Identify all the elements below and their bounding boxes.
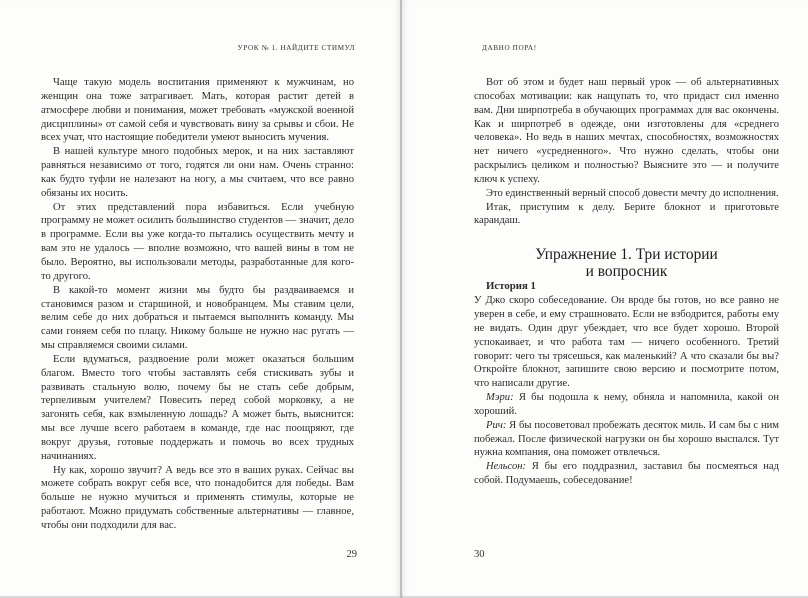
paragraph: Это единственный верный способ довести мечту до исполнения. [486,187,779,199]
reply-paragraph [474,460,779,488]
reply-paragraph [474,391,779,419]
running-head: ДАВНО ПОРА! [482,44,537,52]
story-heading: История 1 [486,280,536,293]
exercise-title-line: и вопросник [585,263,668,281]
right-page [402,0,808,596]
paragraph: В нашей культуре много подобных мерок, и на них заставляют равняться независимо от того, годятся ли они нам. Очень странно: как будто туфли не налезают на ногу, а мы считаем, что все равно обязаны их носить. [41,146,354,199]
speaker-name: Нельсон: [486,461,527,473]
paragraph: Ну как, хорошо звучит? А ведь все это в ваших руках. Сейчас вы можете собрать вокруг себя все, что понадобится для победы. Вам больше не нужно мучиться и применять стимулы, которые не работают. Можно придумать собственные альтернативы — главное, чтобы они подходили для вас. [41,464,354,531]
paragraph: Итак, приступим к делу. Берите блокнот и приготовьте карандаш. [474,201,779,227]
paragraph: Чаще такую модель воспитания применяют к мужчинам, но женщин она тоже затрагивает. Мать, которая растит детей в атмосфере любви и понимания, может требовать «мужской военной дисциплины» от самой себя и чувствовать вину за срывы и сбои. Не всех учат, что настоящие победители умеют выносить мучения. [41,77,354,144]
reply-text: Я бы его поддразнил, заставил бы посмеяться над собой. Подумаешь, собеседование! [474,461,779,487]
exercise-title-line: Упражнение 1. Три истории [535,246,718,264]
reply-paragraph [474,419,779,461]
speaker-name: Мэри: [486,392,514,404]
exercise-title [474,246,779,280]
paragraph: Вот об этом и будет наш первый урок — об альтернативных способах мотивации: как нащупать то, что придаст сил именно вам. Дни ширпотреба в обучающих программах для вас окончены. Как и ширпотреб в одежде, они изготовлены для «среднего человека». Но ведь в наших мечтах, способностях, возможностях нет ничего «усредненного». Что нужно сделать, чтобы они раскрылись целиком и полностью? Выясните это — и получите ключ к успеху. [474,77,779,185]
reply-text: Я бы посоветовал пробежать десяток миль. И сам бы с ним побежал. После физической нагрузки он бы хорошо выспался. Тут нужна компания, она поможет отвлечься. [474,419,779,459]
left-page [0,0,401,596]
paragraph: В какой-то момент жизни мы будто бы раздваиваемся и становимся разом и старшиной, и новобранцем. Мы ставим цели, велим себе до них добраться и пытаемся выполнить команду. Мы сами гоняем себя по плацу. Никому больше не нужно нас ругать — мы справляемся своими силами. [41,284,354,352]
reply-text: Я бы подошла к нему, обняла и напомнила, какой он хороший. [474,392,779,417]
page-number: 30 [474,549,485,560]
running-head: УРОК № 1. НАЙДИТЕ СТИМУЛ [237,44,355,52]
right-body-text [474,76,779,488]
page-number: 29 [346,549,357,560]
paragraph: Если вдуматься, раздвоение роли может оказаться большим благом. Вместо того чтобы заставлять себя стискивать зубы и развивать стальную волю, почему бы не стать себе добрым, терпеливым учителем? Повесить перед собой морковку, а не загонять себя, как взмыленную лошадь? А может быть, выяснится: мы все лучше всего работаем в команде, где нас поощряют, где вокруг друзья, готовые поддержать и помочь во всех трудных начинаниях. [41,353,354,462]
story-text: У Джо скоро собеседование. Он вроде бы готов, но все равно не уверен в себе, и ему страшновато. Если не взбодрится, работы ему не видать. Один друг убеждает, что все будет хорошо. Второй успокаивает, и что работа там — ничего особенного. Третий говорит: чего ты трясешься, как маленький? А что сказали бы вы? Откройте блокнот, запишите свою версию и посмотрите потом, что написали другие. [474,295,779,390]
left-body-text [41,76,354,533]
speaker-name: Рич: [486,419,507,431]
paragraph: От этих представлений пора избавиться. Если учебную программу не может осилить большинство студентов — значит, дело в программе. Если вы уже когда-то пытались осуществить мечту и вам это не удалось — вполне возможно, что вашей вины в том не было. Вероятно, вы использовали методы, разработанные для кого-то другого. [41,201,354,282]
